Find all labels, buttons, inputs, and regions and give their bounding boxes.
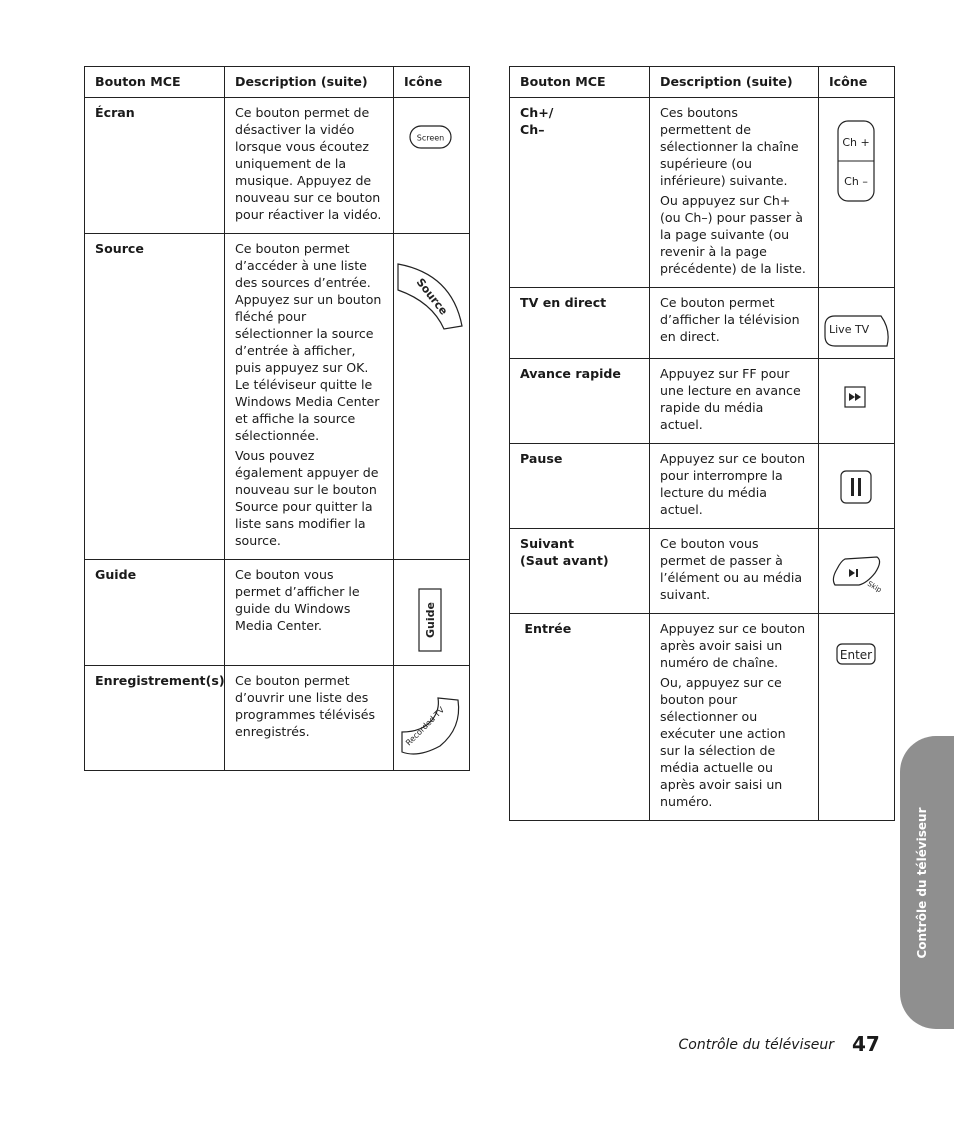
table-row: [510, 614, 895, 821]
skip-button-icon: [819, 529, 894, 611]
row-name: Source: [85, 234, 225, 560]
header-description: Description (suite): [225, 67, 394, 98]
table-row: [85, 666, 470, 771]
table-row: [510, 444, 895, 529]
row-name: Entrée: [510, 614, 650, 821]
table-row: [85, 234, 470, 560]
channel-rocker-icon: [819, 98, 894, 268]
header-bouton-mce: Bouton MCE: [85, 67, 225, 98]
header-icone: Icône: [394, 67, 470, 98]
row-description: Ces boutons permettent de sélectionner la chaîne supérieure (ou inférieure) suivante. Ou appuyez sur Ch+ (ou Ch–) pour passer à la page suivante (ou revenir à la page précédente) de la liste.: [650, 98, 819, 288]
screen-button-icon: [394, 98, 469, 232]
table-row: [510, 529, 895, 614]
row-icon-cell: [819, 444, 895, 529]
row-icon-cell: [394, 560, 470, 666]
svg-text:Live TV: Live TV: [829, 323, 870, 336]
svg-text:Skip: Skip: [866, 579, 883, 595]
side-tab-label: Contrôle du téléviseur: [915, 807, 929, 959]
row-icon-cell: [819, 529, 895, 614]
svg-text:Ch –: Ch –: [844, 175, 868, 188]
row-icon-cell: [394, 234, 470, 560]
row-name: Guide: [85, 560, 225, 666]
row-name: Ch+/ Ch–: [510, 98, 650, 288]
row-name: Suivant (Saut avant): [510, 529, 650, 614]
row-name: Pause: [510, 444, 650, 529]
table-row: [510, 359, 895, 444]
enter-button-icon: [819, 614, 894, 784]
live-tv-button-icon: [819, 288, 894, 359]
row-description: Ce bouton permet d’ouvrir une liste des programmes télévisés enregistrés.: [225, 666, 394, 771]
header-description: Description (suite): [650, 67, 819, 98]
svg-text:Guide: Guide: [424, 602, 437, 638]
table-row: [510, 288, 895, 359]
row-icon-cell: [819, 614, 895, 821]
row-icon-cell: [819, 359, 895, 444]
row-description: Appuyez sur ce bouton pour interrompre la lecture du média actuel.: [650, 444, 819, 529]
fast-forward-icon: [819, 359, 894, 425]
page-number: 47: [852, 1032, 880, 1056]
pause-icon: [819, 444, 894, 517]
row-icon-cell: [819, 288, 895, 359]
header-icone: Icône: [819, 67, 895, 98]
mce-buttons-table-left: [84, 66, 470, 771]
row-name: TV en direct: [510, 288, 650, 359]
svg-text:Source: Source: [413, 275, 451, 318]
row-name: Enregistrement(s): [85, 666, 225, 771]
footer-chapter-title: Contrôle du téléviseur: [678, 1037, 834, 1053]
row-description: Ce bouton permet de désactiver la vidéo lorsque vous écoutez uniquement de la musique. Appuyez de nouveau sur ce bouton pour réactiver la vidéo.: [225, 98, 394, 234]
row-icon-cell: [394, 666, 470, 771]
row-icon-cell: [394, 98, 470, 234]
row-description: Ce bouton permet d’afficher la télévision en direct.: [650, 288, 819, 359]
header-bouton-mce: Bouton MCE: [510, 67, 650, 98]
recorded-tv-button-icon: [394, 666, 469, 771]
row-description: Ce bouton vous permet d’afficher le guide du Windows Media Center.: [225, 560, 394, 666]
svg-text:Enter: Enter: [839, 648, 873, 662]
row-description: Appuyez sur FF pour une lecture en avance rapide du média actuel.: [650, 359, 819, 444]
mce-buttons-table-right: [509, 66, 895, 821]
table-row: [85, 98, 470, 234]
row-description: Ce bouton vous permet de passer à l’élément ou au média suivant.: [650, 529, 819, 614]
row-name: Écran: [85, 98, 225, 234]
table-header-row: [510, 67, 895, 98]
row-icon-cell: [819, 98, 895, 288]
source-button-icon: [394, 234, 469, 524]
svg-text:Screen: Screen: [416, 133, 445, 143]
table-row: [510, 98, 895, 288]
svg-text:Ch +: Ch +: [842, 136, 870, 149]
row-description: Ce bouton permet d’accéder à une liste des sources d’entrée. Appuyez sur un bouton fléché pour sélectionner la source d’entrée à afficher, puis appuyez sur OK. Le téléviseur quitte le Windows Media Center et affiche la source sélectionnée. Vous pouvez également appuyer de nouveau sur le bouton Source pour quitter la liste sans modifier la source.: [225, 234, 394, 560]
svg-text:Recorded TV: Recorded TV: [404, 705, 447, 748]
table-header-row: [85, 67, 470, 98]
guide-button-icon: [394, 560, 469, 666]
row-description: Appuyez sur ce bouton après avoir saisi un numéro de chaîne. Ou, appuyez sur ce bouton pour sélectionner ou exécuter une action sur la sélection de média actuelle ou après avoir saisi un numéro.: [650, 614, 819, 821]
table-row: [85, 560, 470, 666]
row-name: Avance rapide: [510, 359, 650, 444]
